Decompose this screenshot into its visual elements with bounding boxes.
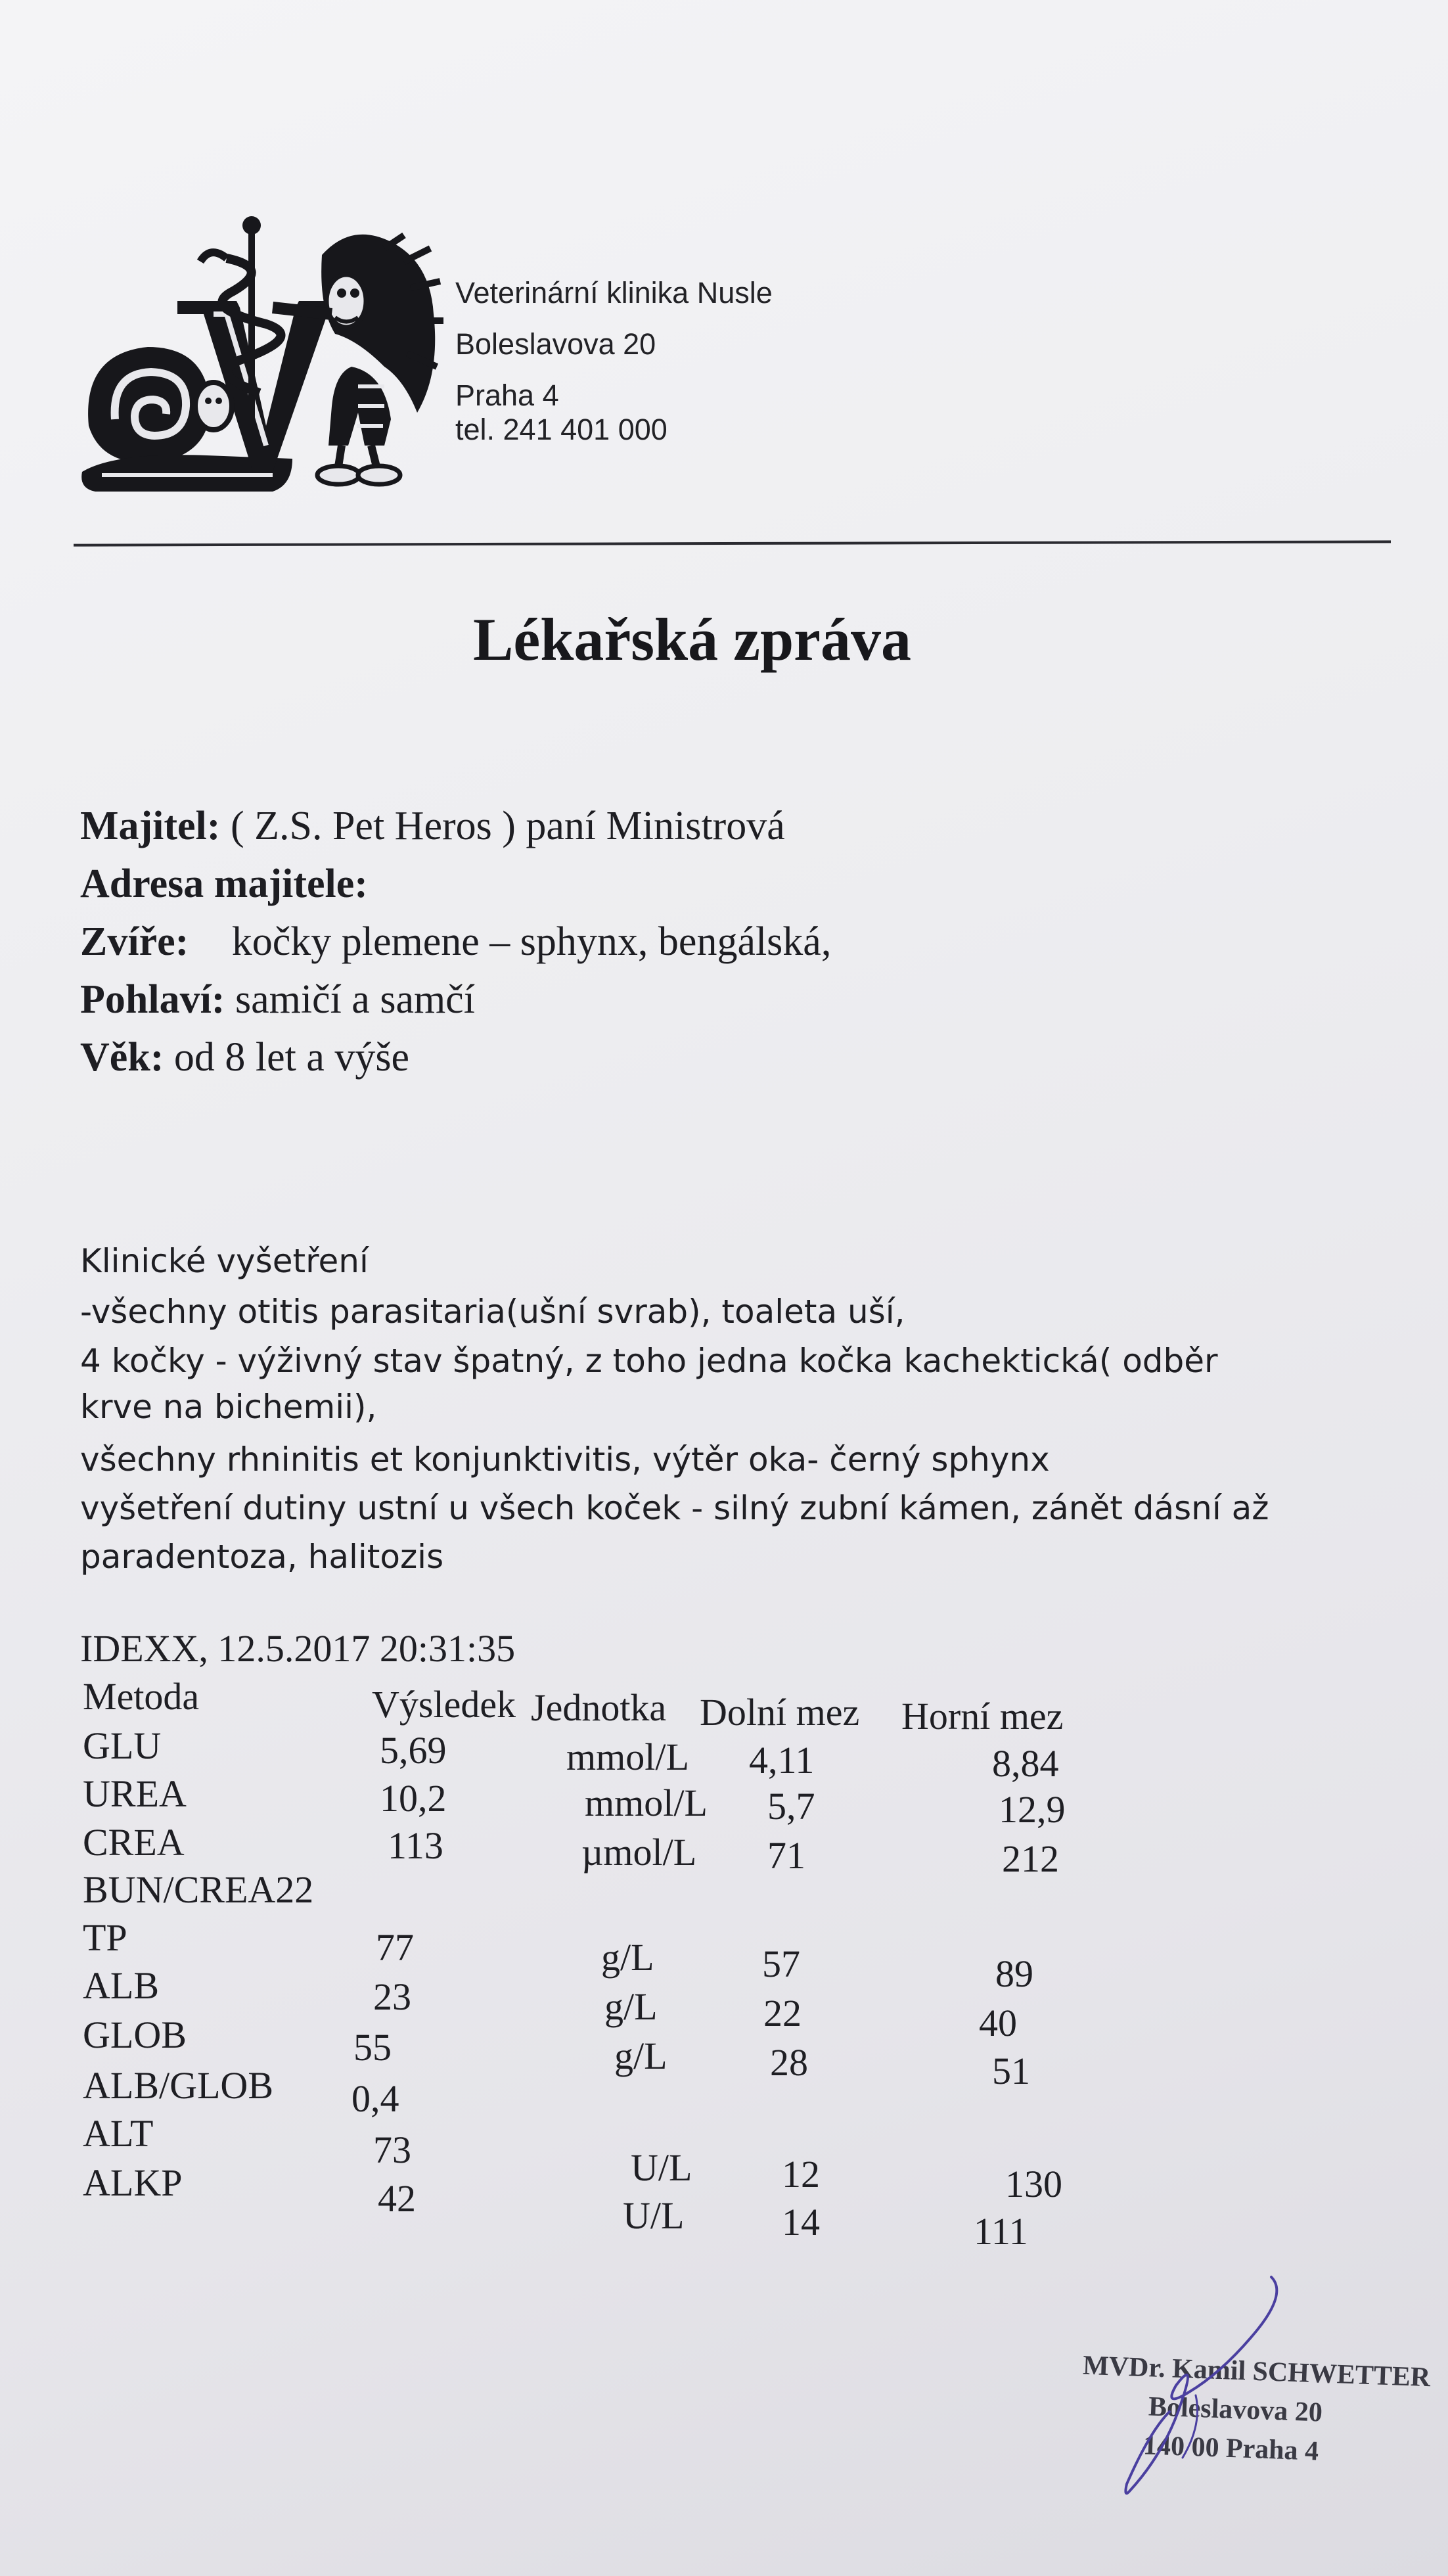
stamp-city: 140 00 Praha 4: [1143, 2430, 1319, 2467]
lab-result: 55: [353, 2026, 392, 2069]
clinic-phone: tel. 241 401 000: [455, 413, 667, 446]
lab-low: 12: [782, 2153, 820, 2196]
lab-low: 57: [762, 1943, 800, 1985]
exam-line: vyšetření dutiny ustní u všech koček - silný zubní kámen, zánět dásní až: [80, 1489, 1269, 1527]
lab-high: 12,9: [999, 1788, 1066, 1831]
stamp-name: MVDr. Kamil SCHWETTER: [1082, 2350, 1431, 2393]
lab-method: ALT: [83, 2112, 154, 2155]
sex-label: Pohlaví:: [80, 977, 225, 1022]
lab-result: 0,4: [351, 2077, 399, 2120]
lab-method: CREA: [83, 1821, 185, 1864]
lab-result: 42: [378, 2177, 416, 2220]
col-header-low: Dolní mez: [700, 1691, 860, 1734]
exam-heading: Klinické vyšetření: [80, 1242, 369, 1280]
stamp-street: Boleslavova 20: [1148, 2391, 1323, 2428]
age-row: [80, 1034, 409, 1081]
lab-method: BUN/CREA22: [83, 1868, 314, 1911]
lab-method: UREA: [83, 1772, 187, 1815]
lab-unit: g/L: [614, 2035, 667, 2077]
lab-unit: mmol/L: [566, 1736, 689, 1778]
animal-value: kočky plemene – sphynx, bengálská,: [231, 919, 832, 964]
lab-low: 22: [763, 1992, 802, 2035]
lab-header: IDEXX, 12.5.2017 20:31:35: [80, 1627, 516, 1670]
lab-result: 10,2: [380, 1777, 447, 1820]
col-header-method: Metoda: [83, 1675, 200, 1718]
lab-unit: µmol/L: [581, 1831, 697, 1874]
lab-result: 23: [373, 1975, 411, 2018]
page-title: Lékařská zpráva: [473, 606, 911, 673]
sex-row: [80, 977, 475, 1023]
owner-value: ( Z.S. Pet Heros ) paní Ministrová: [230, 804, 785, 848]
clinic-city: Praha 4: [455, 379, 559, 412]
animal-label: Zvíře:: [80, 919, 189, 964]
age-label: Věk:: [80, 1035, 164, 1080]
col-header-unit: Jednotka: [531, 1686, 667, 1729]
lab-unit: mmol/L: [585, 1782, 708, 1824]
lab-high: 40: [979, 2002, 1017, 2044]
lab-method: GLOB: [83, 2013, 187, 2056]
lab-method: ALKP: [83, 2161, 183, 2204]
lab-method: ALB/GLOB: [83, 2064, 273, 2107]
clinic-name: Veterinární klinika Nusle: [455, 276, 773, 310]
lab-method: TP: [83, 1916, 127, 1959]
lab-low: 71: [767, 1834, 805, 1877]
exam-line: krve na bichemii),: [80, 1388, 377, 1426]
lab-result: 113: [388, 1824, 443, 1867]
lab-high: 51: [992, 2050, 1030, 2092]
exam-line: paradentoza, halitozis: [80, 1538, 444, 1576]
lab-high: 130: [1005, 2163, 1062, 2205]
lab-high: 111: [974, 2210, 1028, 2253]
lab-method: GLU: [83, 1724, 162, 1767]
lab-high: 212: [1002, 1837, 1059, 1880]
owner-label: Majitel:: [80, 804, 221, 848]
lab-unit: U/L: [631, 2146, 692, 2189]
owner-row: [80, 803, 785, 850]
exam-line: všechny rhninitis et konjunktivitis, výtěr oka- černý sphynx: [80, 1440, 1050, 1479]
lab-low: 14: [782, 2201, 820, 2243]
address-label: Adresa majitele:: [80, 862, 368, 906]
address-row: [80, 861, 368, 908]
animal-row: [80, 919, 831, 965]
sex-value: samičí a samčí: [235, 977, 475, 1022]
lab-result: 73: [373, 2128, 411, 2171]
lab-low: 5,7: [767, 1785, 815, 1828]
lab-low: 28: [770, 2041, 808, 2084]
lab-unit: g/L: [601, 1936, 654, 1979]
lab-result: 77: [376, 1926, 414, 1969]
lab-low: 4,11: [749, 1739, 815, 1782]
lab-method: ALB: [83, 1964, 159, 2007]
lab-unit: U/L: [623, 2194, 685, 2237]
col-header-result: Výsledek: [372, 1683, 516, 1726]
exam-line: 4 kočky - výživný stav špatný, z toho jedna kočka kachektická( odběr: [80, 1342, 1218, 1380]
clinic-logo: [76, 209, 443, 498]
header-divider: [74, 540, 1391, 546]
signature-mark: [1091, 2261, 1307, 2510]
age-value: od 8 let a výše: [173, 1035, 410, 1080]
exam-line: -všechny otitis parasitaria(ušní svrab), toaleta uší,: [80, 1293, 905, 1331]
lab-high: 8,84: [992, 1742, 1059, 1785]
col-header-high: Horní mez: [901, 1695, 1064, 1737]
clinic-street: Boleslavova 20: [455, 327, 656, 361]
lab-high: 89: [995, 1952, 1033, 1995]
lab-unit: g/L: [604, 1985, 658, 2028]
lab-result: 5,69: [380, 1729, 447, 1772]
